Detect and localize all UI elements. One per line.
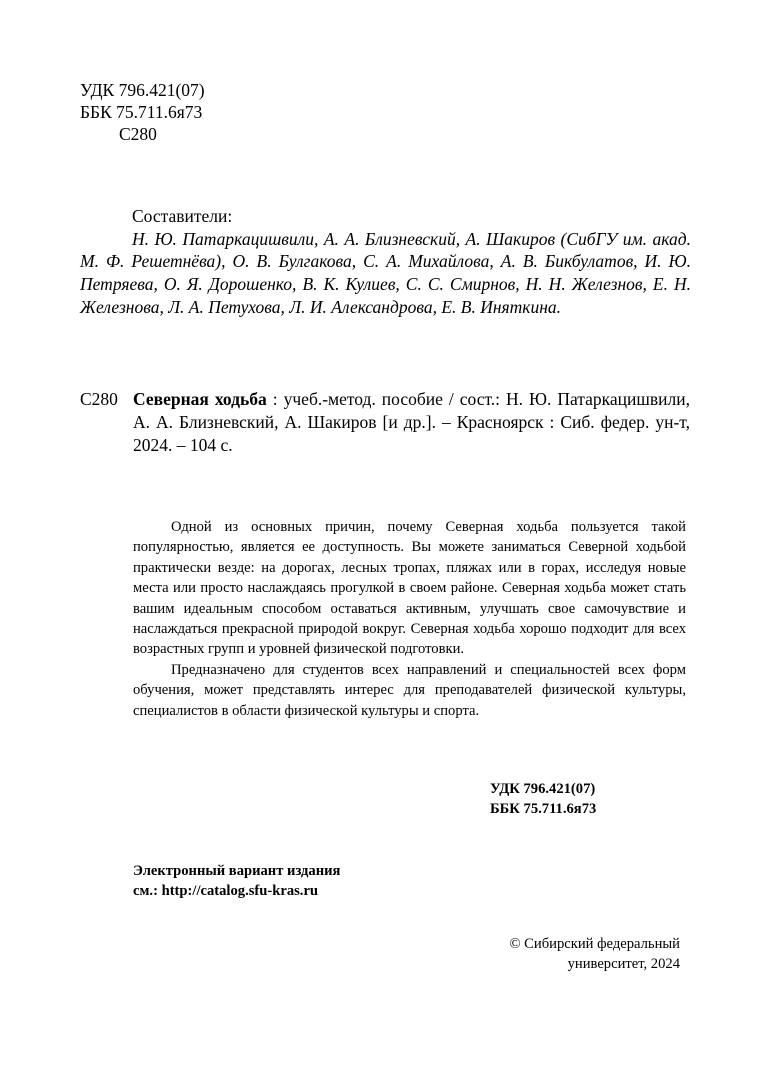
bottom-udk-code: УДК 796.421(07): [490, 781, 596, 797]
electronic-version-note: [133, 861, 340, 901]
copyright-line: © Сибирский федеральный: [509, 936, 680, 952]
author-mark: С280: [119, 124, 157, 144]
udk-code: УДК 796.421(07): [80, 80, 205, 100]
bottom-bbk-code: ББК 75.711.6я73: [490, 801, 597, 817]
compilers-names: Н. Ю. Патаркацишвили, А. А. Близневский, А. Шакиров (СибГУ им. акад. М. Ф. Решетнёва), О. В. Булгакова, С. А. Михайлова, А. В. Бикбулатов, И. Ю. Петряева, О. Я. Дорошенко, В. К. Кулиев, С. С. Смирнов, Н. Н. Железнов, Е. Н. Железнова, Л. А. Петухова, Л. И. Александрова, Е. В. Иняткина.: [80, 228, 691, 317]
copyright-notice: [490, 934, 680, 974]
electronic-version-link[interactable]: см.: http://catalog.sfu-kras.ru: [133, 883, 319, 899]
compilers-label: Составители:: [132, 206, 233, 226]
bottom-classification: [490, 779, 596, 819]
book-title: Северная ходьба: [133, 389, 267, 409]
biblio-author-mark: С280: [80, 389, 118, 409]
annotation-paragraph: Предназначено для студентов всех направлений и специальностей всех форм обучения, может представлять интерес для преподавателей физической культуры, специалистов в области физической культуры и спорта.: [133, 661, 686, 719]
electronic-version-label: Электронный вариант издания: [133, 863, 341, 879]
copyright-line: университет, 2024: [567, 956, 680, 972]
compilers-block: [80, 205, 691, 319]
bibliographic-record: [133, 388, 690, 456]
annotation: [133, 517, 686, 721]
annotation-paragraph: Одной из основных причин, почему Северная ходьба пользуется такой популярностью, является ее доступность. Вы можете заниматься Северной ходьбой практически везде: на дорогах, лесных тропах, пляжах или в горах, исследуя новые места или просто наслаждаясь прогулкой в своем районе. Северная ходьба может стать вашим идеальным способом оставаться активным, улучшать свое самочувствие и наслаждаться прекрасной природой вокруг. Северная ходьба хорошо подходит для всех возрастных групп и уровней физической подготовки.: [133, 519, 686, 658]
bibliographic-description: : учеб.-метод. пособие / сост.: Н. Ю. Патаркацишвили, А. А. Близневский, А. Шакиров [и др.]. – Красноярск : Сиб. федер. ун-т, 2024. – 104 с.: [133, 389, 690, 455]
bbk-code: ББК 75.711.6я73: [80, 102, 203, 122]
